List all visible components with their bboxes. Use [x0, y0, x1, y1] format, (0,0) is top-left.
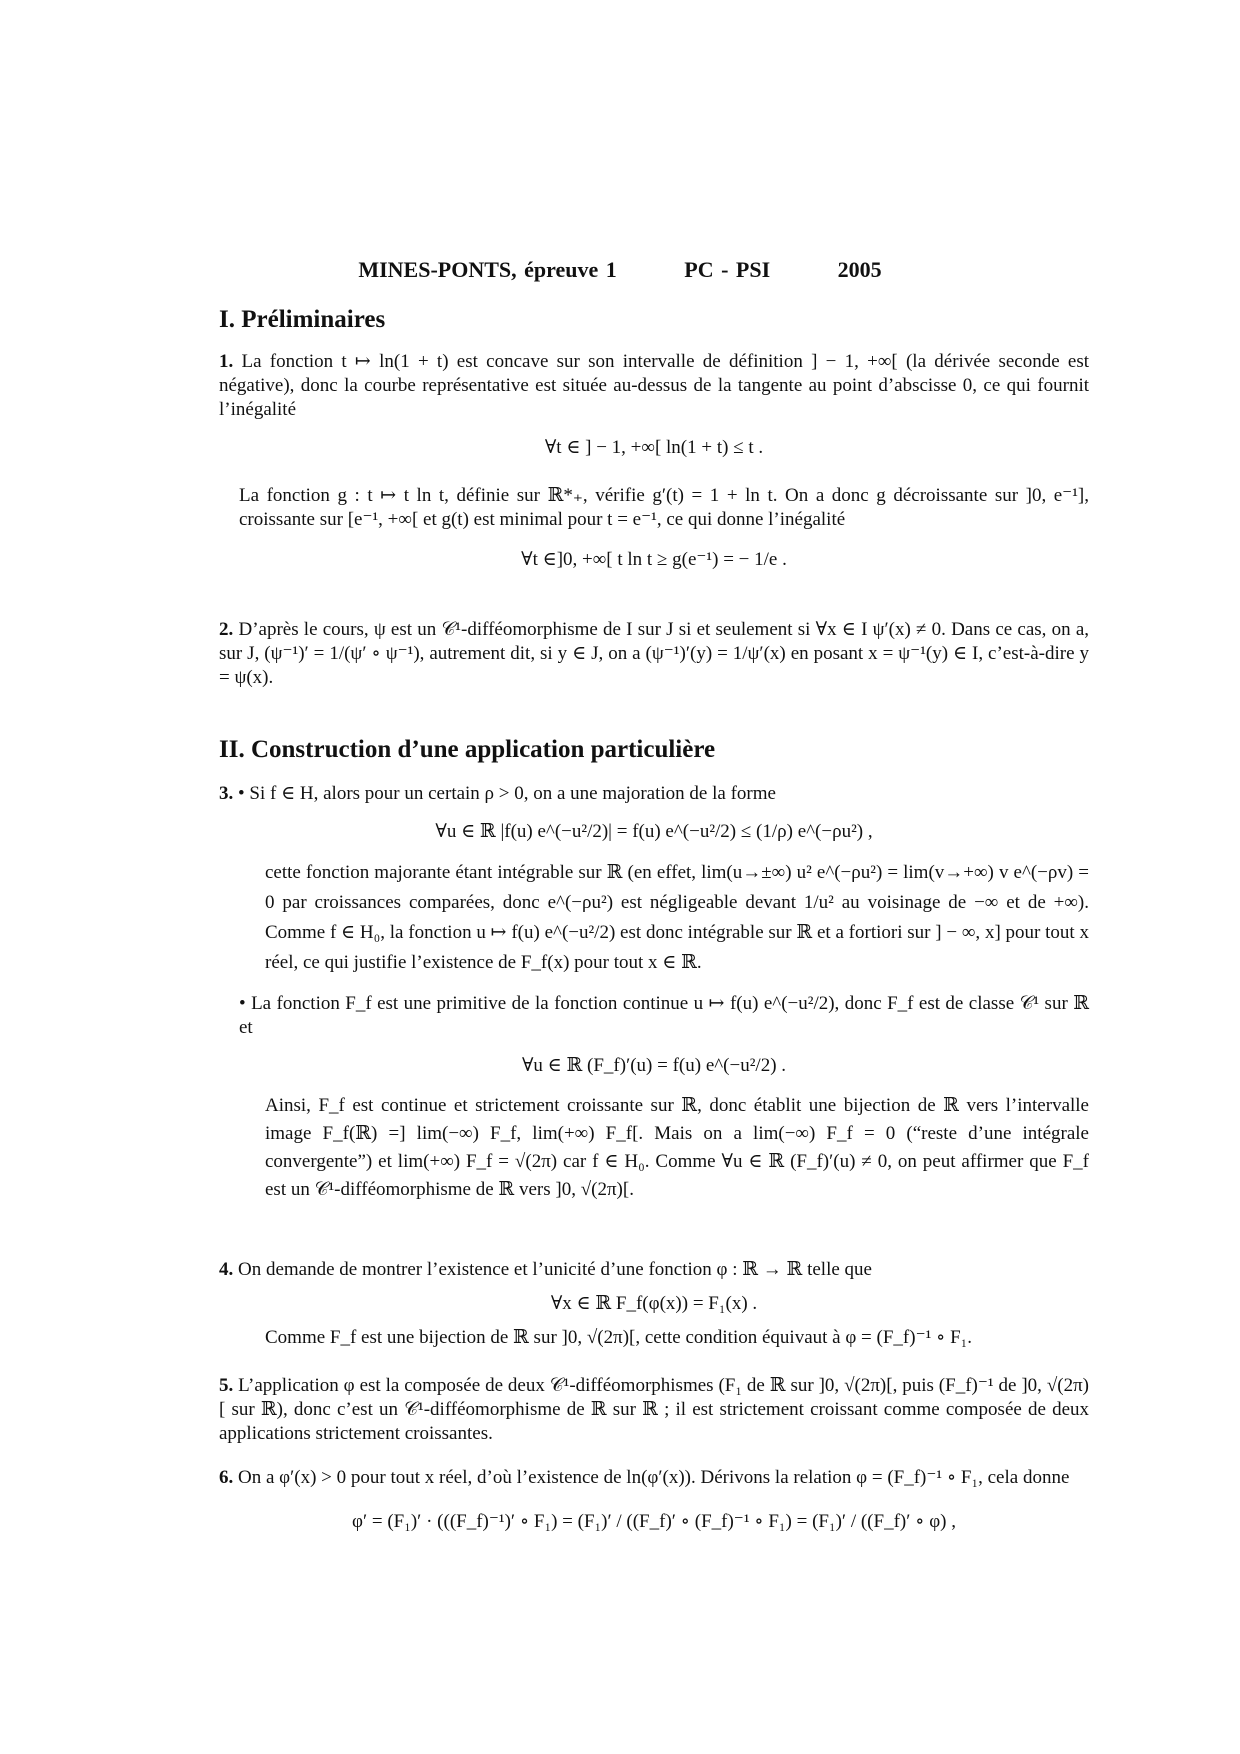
- question-2: [219, 618, 1089, 690]
- exam-title: MINES-PONTS, épreuve 1: [358, 257, 617, 282]
- q1-number: 1.: [219, 351, 234, 372]
- question-3: [219, 782, 1089, 1204]
- q6-text: On a φ′(x) > 0 pour tout x réel, d’où l’existence de ln(φ′(x)). Dérivons la relation φ = (F_f)⁻¹ ∘ F₁, cela donne: [238, 1467, 1070, 1488]
- q4-equation: ∀x ∈ ℝ F_f(φ(x)) = F₁(x) .: [550, 1293, 758, 1314]
- q2-text: D’après le cours, ψ est un 𝒞¹-difféomorphisme de I sur J si et seulement si ∀x ∈ I ψ′(x) ≠ 0. Dans ce cas, on a, sur J, (ψ⁻¹)′ = 1/(ψ′ ∘ ψ⁻¹), autrement dit, si y ∈ J, on a (ψ⁻¹)′(y) = 1/ψ′(x) en posant x = ψ⁻¹(y) ∈ I, c’est-à-dire y = ψ(x).: [219, 619, 1090, 688]
- q4-text: On demande de montrer l’existence et l’unicité d’une fonction φ : ℝ → ℝ telle que: [238, 1259, 872, 1280]
- q6-number: 6.: [219, 1467, 234, 1488]
- q1-text: La fonction t ↦ ln(1 + t) est concave sur son intervalle de définition ] − 1, +∞[ (la dérivée seconde est négative), donc la courbe représentative est située au-dessus de la tangente au point d’abscisse 0, ce qui fournit l’inégalité: [219, 351, 1089, 420]
- q3-equation-1: ∀u ∈ ℝ |f(u) e^(−u²/2)| = f(u) e^(−u²/2) ≤ (1/ρ) e^(−ρu²) ,: [435, 821, 873, 842]
- q1-text-2: La fonction g : t ↦ t ln t, définie sur ℝ*₊, vérifie g′(t) = 1 + ln t. On a donc g décroissante sur ]0, e⁻¹], croissante sur [e⁻¹, +∞[ et g(t) est minimal pour t = e⁻¹, ce qui donne l’inégalité: [239, 485, 1089, 530]
- question-4: [219, 1258, 1089, 1350]
- q3-bullet-1-text: cette fonction majorante étant intégrable sur ℝ (en effet, lim(u→±∞) u² e^(−ρu²) = lim(v→+∞) v e^(−ρv) = 0 par croissances comparées, donc e^(−ρu²) est négligeable devant 1/u² au voisinage de −∞ et de +∞). Comme f ∈ H₀, la fonction u ↦ f(u) e^(−u²/2) est donc intégrable sur ℝ et a fortiori sur ] − ∞, x] pour tout x réel, ce qui justifie l’existence de F_f(x) pour tout x ∈ ℝ.: [265, 862, 1089, 973]
- question-1: [219, 350, 1089, 572]
- q3-bullet-1: • Si f ∈ H, alors pour un certain ρ > 0, on a une majoration de la forme: [238, 783, 776, 804]
- question-5: [219, 1374, 1089, 1446]
- section-1-title: I. Préliminaires: [219, 306, 386, 333]
- q4-number: 4.: [219, 1259, 234, 1280]
- q6-equation: φ′ = (F₁)′ · (((F_f)⁻¹)′ ∘ F₁) = (F₁)′ / ((F_f)′ ∘ (F_f)⁻¹ ∘ F₁) = (F₁)′ / ((F_f)′ ∘ φ) ,: [352, 1511, 956, 1532]
- q2-number: 2.: [219, 619, 234, 640]
- q5-number: 5.: [219, 1375, 234, 1396]
- q1-equation-1: ∀t ∈ ] − 1, +∞[ ln(1 + t) ≤ t .: [544, 437, 764, 458]
- question-6: [219, 1466, 1089, 1554]
- q1-equation-2: ∀t ∈]0, +∞[ t ln t ≥ g(e⁻¹) = − 1/e .: [521, 549, 787, 570]
- q4-text-2: Comme F_f est une bijection de ℝ sur ]0, √(2π)[, cette condition équivaut à φ = (F_f)⁻¹ ∘ F₁.: [265, 1327, 973, 1348]
- q3-bullet-2-text: Ainsi, F_f est continue et strictement croissante sur ℝ, donc établit une bijection de ℝ vers l’intervalle image F_f(ℝ) =] lim(−∞) F_f, lim(+∞) F_f[. Mais on a lim(−∞) F_f = 0 (“reste d’une intégrale convergente”) et lim(+∞) F_f = √(2π) car f ∈ H₀. Comme ∀u ∈ ℝ (F_f)′(u) ≠ 0, on peut affirmer que F_f est un 𝒞¹-difféomorphisme de ℝ vers ]0, √(2π)[.: [265, 1095, 1089, 1200]
- q3-equation-2: ∀u ∈ ℝ (F_f)′(u) = f(u) e^(−u²/2) .: [521, 1055, 787, 1076]
- section-2-title: II. Construction d’une application particulière: [219, 736, 716, 763]
- q3-bullet-2: • La fonction F_f est une primitive de la fonction continue u ↦ f(u) e^(−u²/2), donc F_f est de classe 𝒞¹ sur ℝ et: [239, 993, 1089, 1038]
- exam-header: [0, 258, 1240, 282]
- q3-number: 3.: [219, 783, 234, 804]
- exam-year: 2005: [837, 257, 882, 282]
- q5-text: L’application φ est la composée de deux 𝒞¹-difféomorphismes (F₁ de ℝ sur ]0, √(2π)[, puis (F_f)⁻¹ de ]0, √(2π)[ sur ℝ), donc c’est un 𝒞¹-difféomorphisme de ℝ sur ℝ ; il est strictement croissant comme composée de deux applications strictement croissantes.: [219, 1375, 1090, 1444]
- exam-series: PC - PSI: [684, 257, 771, 282]
